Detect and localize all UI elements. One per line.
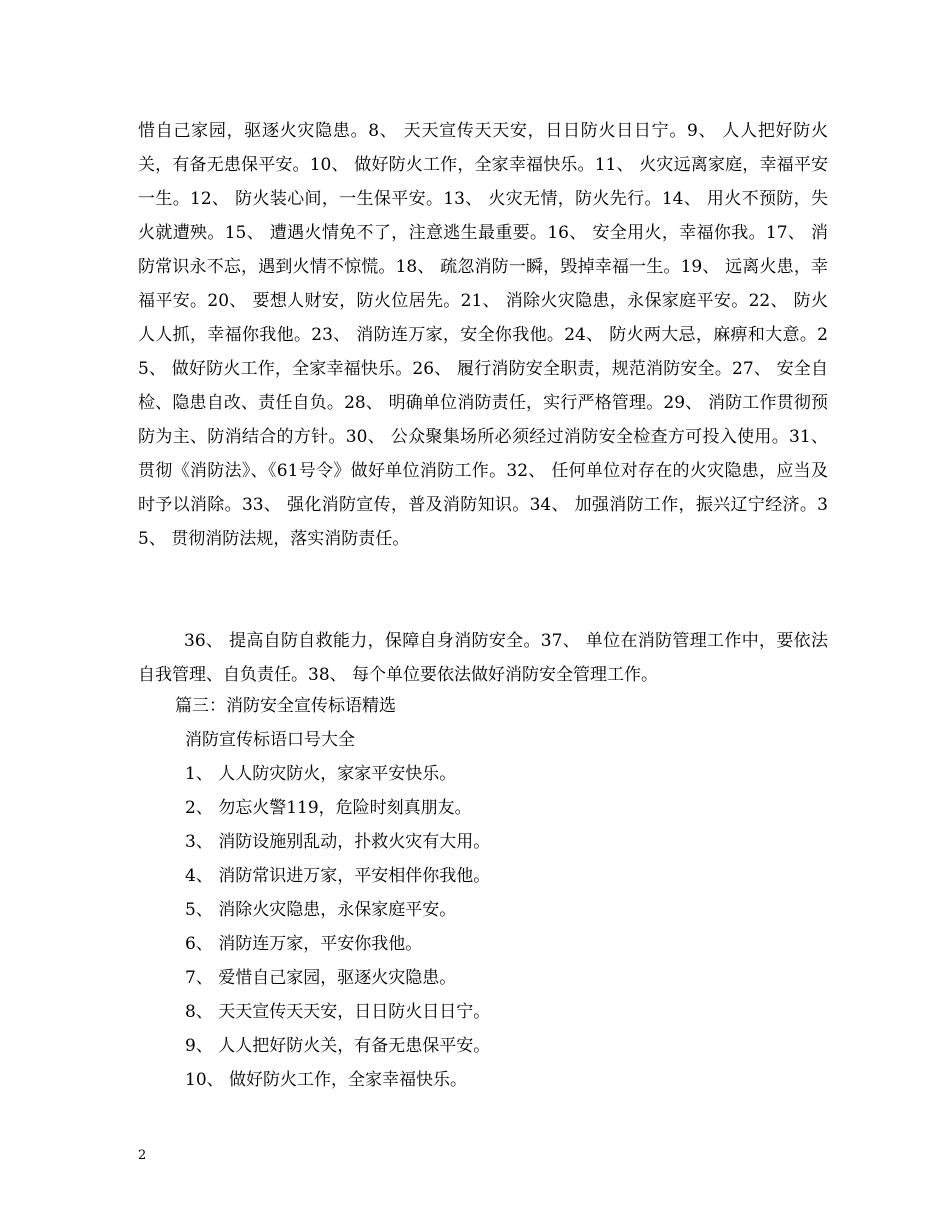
list-item: 10、 做好防火工作，全家幸福快乐。 (185, 1070, 468, 1090)
list-item: 6、 消防连万家，平安你我他。 (185, 934, 423, 954)
list-item: 2、 勿忘火警119，危险时刻真朋友。 (185, 798, 472, 818)
body-paragraph-1: 惜自己家园，驱逐火灾隐患。8、 天天宣传天天安，日日防火日日宁。9、 人人把好防火关，有备无患保平安。10、 做好防火工作，全家幸福快乐。11、 火灾远离家庭，幸福平安一生。12、 防火装心间，一生保平安。13、 火灾无情，防火先行。14、 用火不预防，失火就遭殃。15、 遭遇火情免不了，注意逃生最重要。16、 安全用火，幸福你我。17、 消防常识永不忘，遇到火情不惊慌。18、 疏忽消防一瞬，毁掉幸福一生。19、 远离火患，幸福平安。20、 要想人财安，防火位居先。21、 消除火灾隐患，永保家庭平安。22、 防火人人抓，幸福你我他。23、 消防连万家，安全你我他。24、 防火两大忌，麻痹和大意。25、 做好防火工作，全家幸福快乐。26、 履行消防安全职责，规范消防安全。27、 安全自检、隐患自改、责任自负。28、 明确单位消防责任，实行严格管理。29、 消防工作贯彻预防为主、防消结合的方针。30、 公众聚集场所必须经过消防安全检查方可投入使用。31、 贯彻《消防法》、《61号令》做好单位消防工作。32、 任何单位对存在的火灾隐患，应当及时予以消除。33、 强化消防宣传，普及消防知识。34、 加强消防工作，振兴辽宁经济。35、 贯彻消防法规，落实消防责任。 (138, 121, 828, 549)
list-item: 8、 天天宣传天天安，日日防火日日宁。 (185, 1002, 491, 1022)
list-item: 9、 人人把好防火关，有备无患保平安。 (185, 1036, 491, 1056)
section-heading: 篇三：消防安全宣传标语精选 (175, 696, 396, 716)
list-item: 1、 人人防灾防火，家家平安快乐。 (185, 764, 457, 784)
list-item: 4、 消防常识进万家，平安相伴你我他。 (185, 866, 491, 886)
body-paragraph-2: 36、 提高自防自救能力，保障自身消防安全。37、 单位在消防管理工作中，要依法自我管理、自负责任。38、 每个单位要依法做好消防安全管理工作。 (138, 631, 828, 685)
list-item: 3、 消防设施别乱动，扑救火灾有大用。 (185, 832, 491, 852)
page-number: 2 (138, 1148, 147, 1163)
list-item: 5、 消除火灾隐患，永保家庭平安。 (185, 900, 457, 920)
list-item: 7、 爱惜自己家园，驱逐火灾隐患。 (185, 968, 457, 988)
subheading: 消防宣传标语口号大全 (185, 730, 355, 750)
